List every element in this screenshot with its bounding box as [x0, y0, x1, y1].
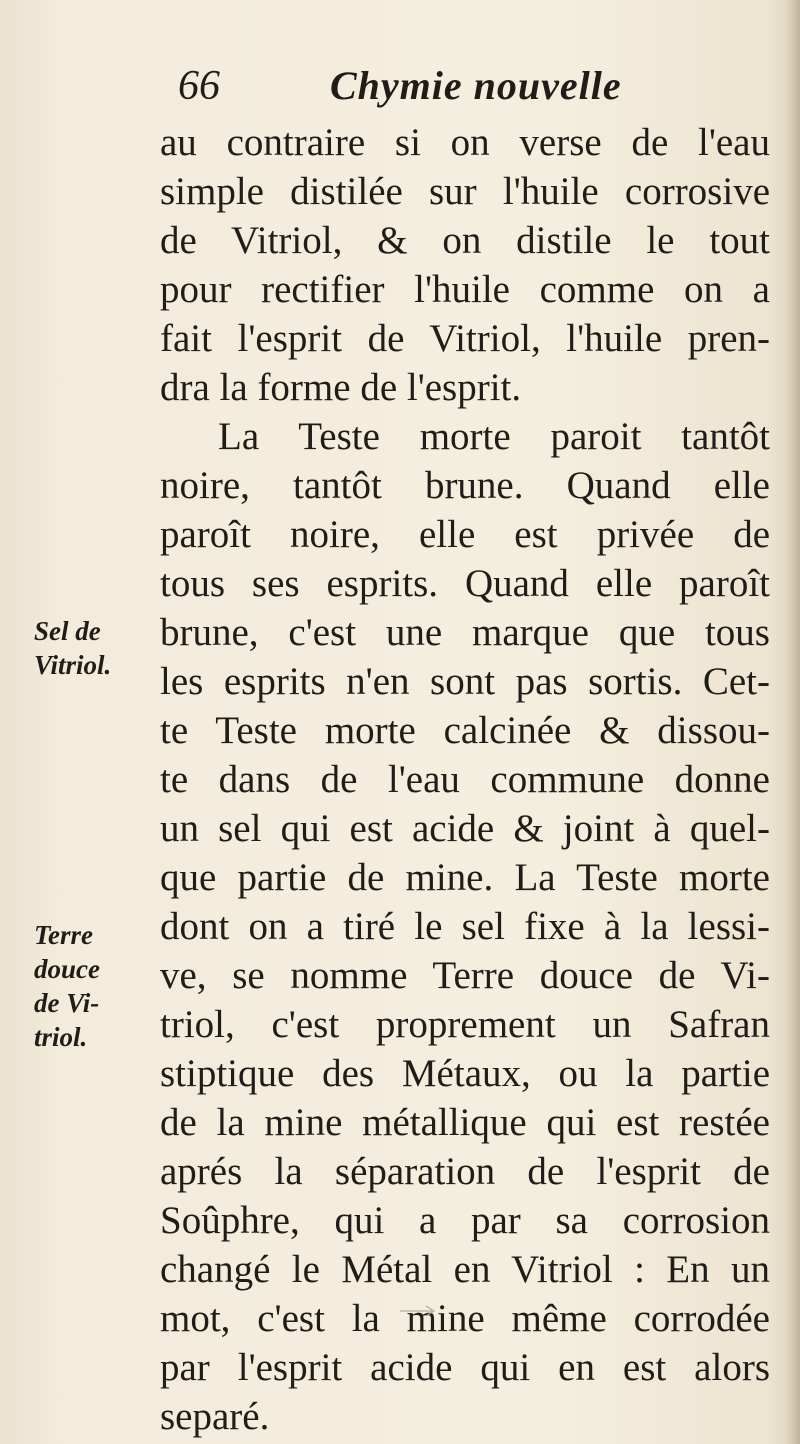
text-line: mot, c'est la mine même corrodée — [160, 1297, 770, 1340]
text-line: triol, c'est proprement un Safran — [160, 1003, 770, 1046]
text-line: ve, se nomme Terre douce de Vi- — [160, 954, 770, 997]
text-line: fait l'esprit de Vitriol, l'huile pren- — [160, 317, 770, 360]
text-line: stiptique des Métaux, ou la partie — [160, 1052, 770, 1095]
text-line: dont on a tiré le sel fixe à la lessi- — [160, 905, 770, 948]
margin-note-line: douce — [34, 954, 100, 984]
text-line: pour rectifier l'huile comme on a — [160, 268, 770, 311]
text-line: separé. — [160, 1395, 270, 1438]
text-line: La Teste morte paroit tantôt — [218, 415, 770, 458]
faint-arrow-mark — [398, 1304, 438, 1318]
text-line: par l'esprit acide qui en est alors — [160, 1346, 770, 1389]
page-header — [170, 62, 690, 122]
text-line: tous ses esprits. Quand elle paroît — [160, 562, 770, 605]
running-title: Chymie nouvelle — [330, 63, 622, 108]
text-line: dra la forme de l'esprit. — [160, 366, 522, 409]
text-line: changé le Métal en Vitriol : En un — [160, 1248, 770, 1291]
text-line: Soûphre, qui a par sa corrosion — [160, 1199, 770, 1242]
text-line: les esprits n'en sont pas sortis. Cet- — [160, 660, 770, 703]
text-line: aprés la séparation de l'esprit de — [160, 1150, 770, 1193]
text-line: paroît noire, elle est privée de — [160, 513, 770, 556]
text-line: noire, tantôt brune. Quand elle — [160, 464, 770, 507]
margin-note-line: de Vi- — [34, 988, 100, 1018]
margin-note-sel-de-vitriol — [34, 614, 154, 682]
text-line: de Vitriol, & on distile le tout — [160, 219, 770, 262]
margin-note-line: Vitriol. — [34, 650, 112, 680]
page-number: 66 — [178, 63, 220, 109]
text-line: brune, c'est une marque que tous — [160, 611, 770, 654]
text-line: de la mine métallique qui est restée — [160, 1101, 770, 1144]
margin-note-line: Sel de — [34, 616, 101, 646]
text-line: te dans de l'eau commune donne — [160, 758, 770, 801]
text-line: simple distilée sur l'huile corrosive — [160, 170, 770, 213]
text-line: te Teste morte calcinée & dissou- — [160, 709, 770, 752]
text-line: un sel qui est acide & joint à quel- — [160, 807, 770, 850]
text-line: au contraire si on verse de l'eau — [160, 121, 770, 164]
body-text — [160, 118, 770, 1441]
margin-note-line: Terre — [34, 920, 93, 950]
text-line: que partie de mine. La Teste morte — [160, 856, 770, 899]
margin-note-terre-douce — [34, 918, 154, 1054]
page-edge-shadow — [786, 0, 800, 1444]
margin-note-line: triol. — [34, 1022, 88, 1052]
